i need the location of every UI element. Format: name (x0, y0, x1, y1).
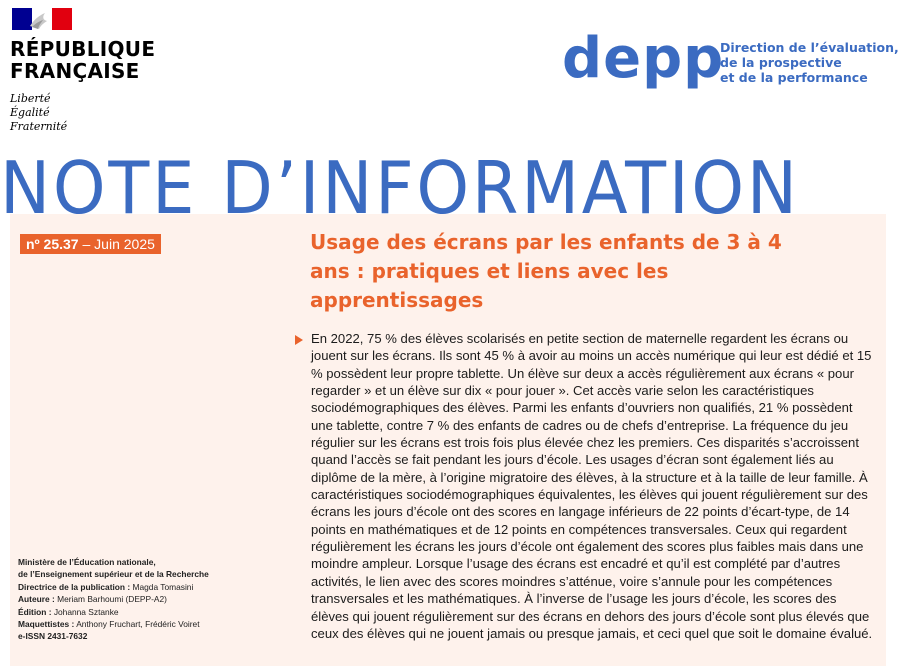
layout-label: Maquettistes : (18, 619, 75, 630)
depp-logo: depp (562, 26, 725, 91)
marianne-flag-icon (12, 8, 72, 30)
depp-tagline-line-1: Direction de l’évaluation, (720, 40, 899, 55)
author-label: Auteure : (18, 594, 55, 605)
issn: e-ISSN 2431-7632 (18, 631, 88, 642)
layout-value: Anthony Fruchart, Frédéric Voiret (76, 619, 200, 630)
depp-tagline-line-3: et de la performance (720, 70, 868, 85)
author-value: Meriam Barhoumi (DEPP-A2) (57, 594, 167, 605)
motto-egalite: Égalité (10, 106, 50, 119)
series-title: NOTE D’INFORMATION (0, 146, 800, 230)
director-value: Magda Tomasini (132, 581, 194, 592)
motto-fraternite: Fraternité (10, 120, 68, 133)
issue-date: Juin 2025 (94, 236, 155, 252)
ministry-line-2: de l’Enseignement supérieur et de la Recherche (18, 569, 209, 580)
depp-tagline-line-2: de la prospective (720, 55, 842, 70)
issue-badge (20, 234, 161, 254)
bullet-arrow-icon (295, 335, 303, 345)
director-label: Directrice de la publication : (18, 581, 131, 592)
article-abstract: En 2022, 75 % des élèves scolarisés en petite section de maternelle regardent les écrans ou jouent sur les écrans. Ils sont 45 % à avoir au moins un accès numérique qui leur est dédié et 15 % possèdent leur propre tablette. Un élève sur deux a accès régulièrement aux écrans « pour regarder » et un élève sur dix « pour jouer ». Cet accès varie selon les caractéristiques sociodémographiques des élèves. Parmi les enfants d’ouvriers non qualifiés, 21 % possèdent une tablette, contre 7 % des enfants de cadres ou de chefs d’entreprise. La fréquence du jeu régulier sur les écrans est trois fois plus élevée chez les premiers. Ces disparités s’accroissent quand l’accès se fait pendant les jours d’école. Les usages d’écran sont également liés au diplôme de la mère, à l’origine migratoire des élèves, à la structure et à la taille de leur famille. À caractéristiques sociodémographiques équivalentes, les élèves qui jouent régulièrement sur des écrans les jours d’école ont des scores en langage inférieurs de 22 points d’écart-type, de 14 points en mathématiques et de 12 points en compétences transversales. Ceux qui regardent régulièrement les écrans les jours d’école ont également des scores plus faibles mais dans une moindre ampleur. Lorsque l’usage des écrans est encadré et qu’il est complété par d’autres activités, le lien avec des scores moindres s’atténue, voire s’annule pour les compétences transversales et les mathématiques. À l’inverse de l’usage les jours d’école, les scores des élèves qui jouent régulièrement sur des écrans en dehors des jours d’école sont plus élevés que ceux des élèves qui ne jouent jamais ou presque jamais, et ceci quel que soit le domaine évalué. (311, 331, 873, 641)
republic-line-1: RÉPUBLIQUE (10, 37, 156, 61)
issue-number: nº 25.37 (26, 236, 79, 252)
depp-tagline (720, 40, 899, 85)
publication-credits (18, 556, 288, 643)
republic-motto (10, 92, 67, 134)
edition-value: Johanna Sztanke (53, 606, 119, 617)
republique-francaise-wordmark (10, 38, 155, 82)
issue-separator: – (78, 236, 95, 252)
article-headline: Usage des écrans par les enfants de 3 à 4 ans : pratiques et liens avec les apprentissages (310, 230, 782, 312)
ministry-line-1: Ministère de l’Éducation nationale, (18, 557, 156, 567)
motto-liberte: Liberté (10, 92, 51, 105)
edition-label: Édition : (18, 606, 52, 617)
republic-line-2: FRANÇAISE (10, 59, 140, 83)
